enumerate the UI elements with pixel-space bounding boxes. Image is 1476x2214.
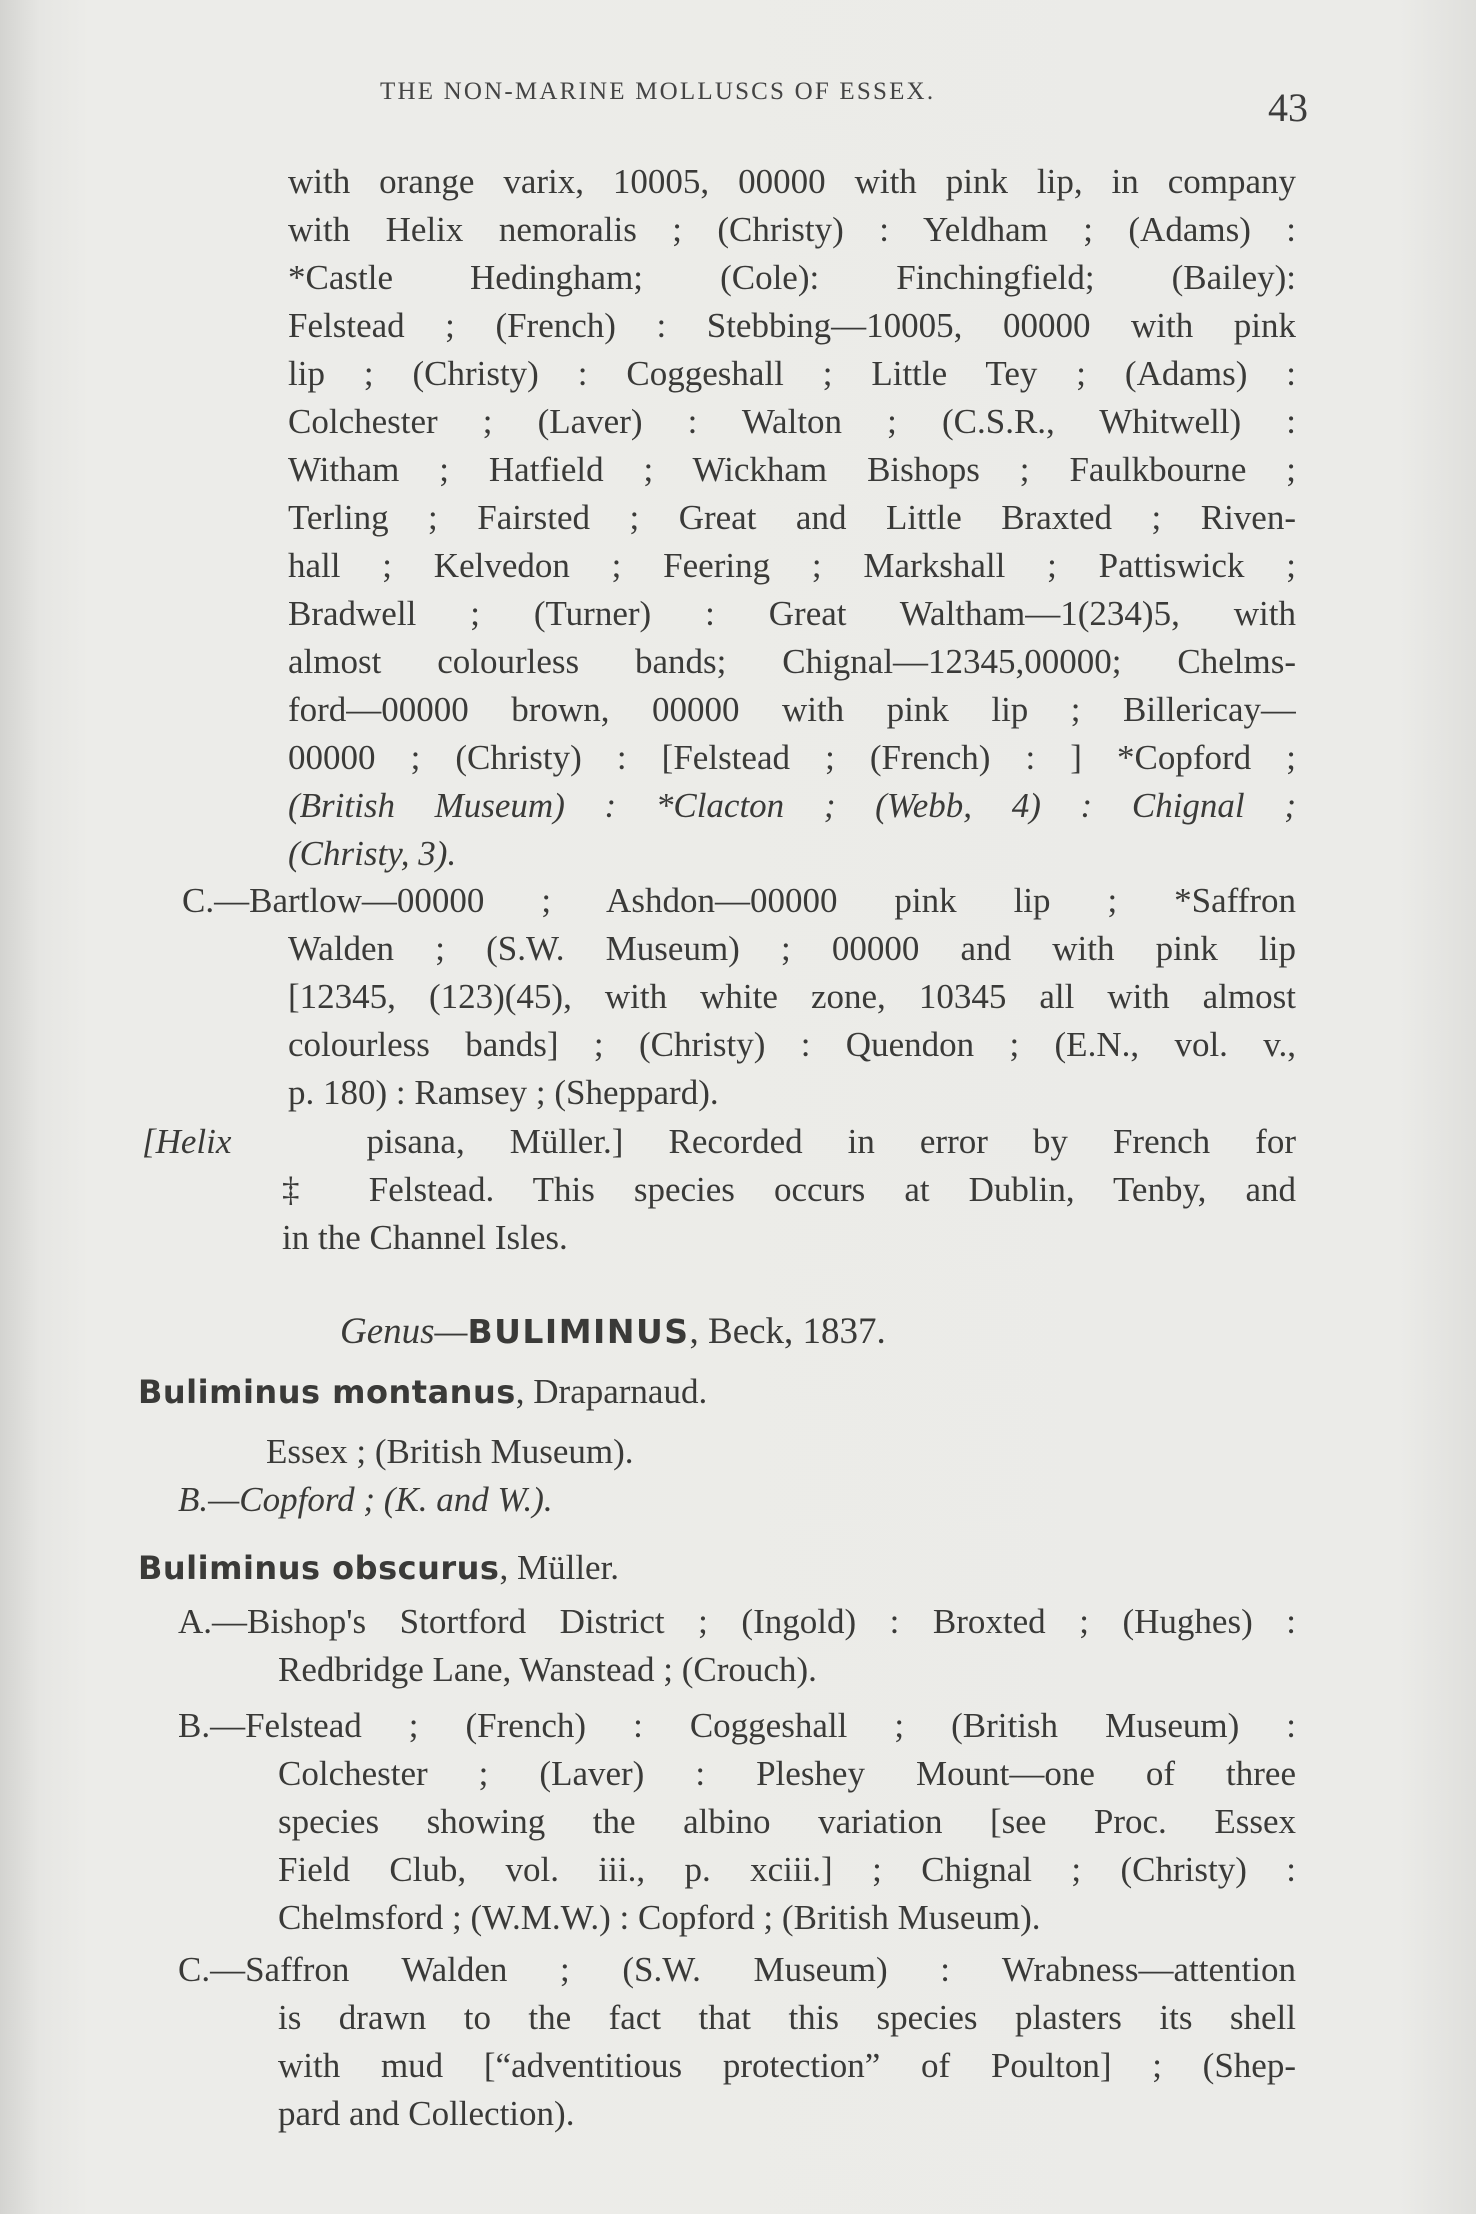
section-label: C. xyxy=(182,881,215,920)
obscurus-entry-c xyxy=(178,1946,1296,2138)
text-line: B.—Copford ; (K. and W.). xyxy=(178,1480,553,1519)
text-line: A.—Bishop's Stortford District ; (Ingold) : Broxted ; (Hughes) : xyxy=(178,1602,1296,1641)
text-span: pisana, Müller.] Recorded in error by French for xyxy=(366,1122,1296,1161)
obscurus-entry-a xyxy=(178,1598,1296,1694)
text-line: with orange varix, 10005, 00000 with pink lip, in company xyxy=(288,162,1296,201)
text-line: Bradwell ; (Turner) : Great Waltham—1(234)5, with xyxy=(288,594,1296,633)
text-line: Essex ; (British Museum). xyxy=(266,1432,634,1471)
text-line: Walden ; (S.W. Museum) ; 00000 and with pink lip xyxy=(288,929,1296,968)
text-line: [12345, (123)(45), with white zone, 10345 all with almost xyxy=(288,977,1296,1016)
text-line: species showing the albino variation [see Proc. Essex xyxy=(278,1802,1296,1841)
text-line: pard and Collection). xyxy=(278,2094,575,2133)
text-line: colourless bands] ; (Christy) : Quendon ; (E.N., vol. v., xyxy=(288,1025,1296,1064)
species-name: Buliminus montanus xyxy=(138,1373,516,1411)
text-line: Witham ; Hatfield ; Wickham Bishops ; Faulkbourne ; xyxy=(288,450,1296,489)
page-number: 43 xyxy=(1268,85,1308,130)
section-c-entry xyxy=(182,877,1296,1117)
text-line xyxy=(142,1118,1296,1166)
running-title: THE NON-MARINE MOLLUSCS OF ESSEX. xyxy=(380,78,936,105)
text-line: p. 180) : Ramsey ; (Sheppard). xyxy=(288,1073,719,1112)
species-name: Buliminus obscurus xyxy=(138,1549,500,1587)
text-line: hall ; Kelvedon ; Feering ; Markshall ; Pattiswick ; xyxy=(288,546,1296,585)
genus-heading xyxy=(340,1310,886,1353)
text-line: (British Museum) : *Clacton ; (Webb, 4) : Chignal ; xyxy=(288,786,1296,825)
montanus-entries xyxy=(178,1428,1298,1524)
text-line: 00000 ; (Christy) : [Felstead ; (French) : ] *Copford ; xyxy=(288,738,1296,777)
text-line xyxy=(182,877,1296,925)
text-line: lip ; (Christy) : Coggeshall ; Little Tey ; (Adams) : xyxy=(288,354,1296,393)
text-line: ‡ Felstead. This species occurs at Dublin, Tenby, and xyxy=(282,1170,1296,1209)
text-span: —Bartlow—00000 ; Ashdon—00000 pink lip ; *Saffron xyxy=(214,881,1296,920)
text-line: *Castle Hedingham; (Cole): Finchingfield; (Bailey): xyxy=(288,258,1296,297)
species-heading-montanus xyxy=(138,1372,707,1412)
genus-prefix: Genus— xyxy=(340,1311,468,1352)
text-line: Colchester ; (Laver) : Walton ; (C.S.R., Whitwell) : xyxy=(288,402,1296,441)
text-line: Redbridge Lane, Wanstead ; (Crouch). xyxy=(278,1650,817,1689)
text-line: in the Channel Isles. xyxy=(282,1218,568,1257)
text-line: (Christy, 3). xyxy=(288,834,457,873)
text-line: with mud [“adventitious protection” of Poulton] ; (Shep- xyxy=(278,2046,1296,2085)
text-line: ford—00000 brown, 00000 with pink lip ; Billericay— xyxy=(288,690,1296,729)
text-line: Felstead ; (French) : Stebbing—10005, 00000 with pink xyxy=(288,306,1296,345)
obscurus-entry-b xyxy=(178,1702,1296,1942)
text-line: Chelmsford ; (W.M.W.) : Copford ; (British Museum). xyxy=(278,1898,1041,1937)
text-line: with Helix nemoralis ; (Christy) : Yeldham ; (Adams) : xyxy=(288,210,1296,249)
genus-authority: , Beck, 1837. xyxy=(689,1311,886,1352)
text-line: C.—Saffron Walden ; (S.W. Museum) : Wrabness—attention xyxy=(178,1950,1296,1989)
species-heading-obscurus xyxy=(138,1548,619,1588)
species-authority: , Draparnaud. xyxy=(515,1372,708,1411)
text-line: B.—Felstead ; (French) : Coggeshall ; (British Museum) : xyxy=(178,1706,1296,1745)
species-authority: , Müller. xyxy=(499,1548,620,1587)
text-line: Colchester ; (Laver) : Pleshey Mount—one of three xyxy=(278,1754,1296,1793)
bracket-label: [Helix xyxy=(142,1122,232,1161)
text-line: Field Club, vol. iii., p. xciii.] ; Chignal ; (Christy) : xyxy=(278,1850,1296,1889)
text-line: Terling ; Fairsted ; Great and Little Braxted ; Riven- xyxy=(288,498,1296,537)
continuation-paragraph xyxy=(288,158,1296,878)
genus-name: BULIMINUS xyxy=(467,1312,690,1351)
text-line: almost colourless bands; Chignal—12345,00000; Chelms- xyxy=(288,642,1296,681)
helix-pisana-entry xyxy=(142,1118,1296,1262)
text-line: is drawn to the fact that this species plasters its shell xyxy=(278,1998,1296,2037)
